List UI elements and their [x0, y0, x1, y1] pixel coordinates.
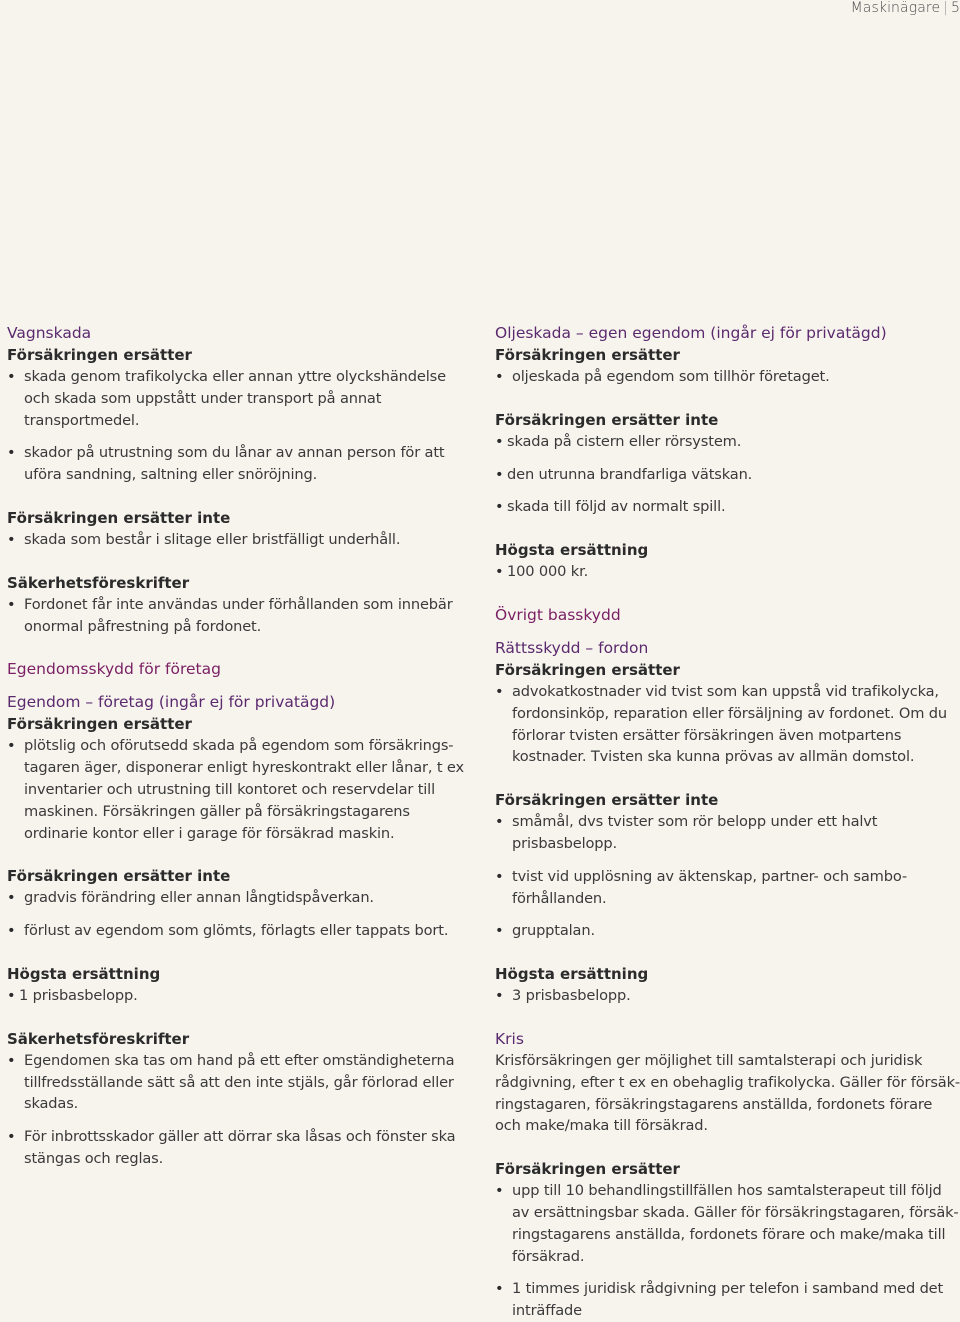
- list-item: • För inbrottsskador gäller att dörrar ska låsas och fönster ska stängas och reglas.: [7, 1126, 475, 1170]
- list-item: • den utrunna brandfarliga vätskan.: [495, 464, 960, 486]
- oljeskada-hogsta-heading: Högsta ersättning: [495, 541, 649, 560]
- list-item: • 1 timmes juridisk rådgivning per telefon i samband med det inträffade: [495, 1278, 960, 1322]
- oljeskada-hogsta-list: [495, 561, 960, 583]
- vagnskada-ersatter-heading: Försäkringen ersätter: [7, 346, 192, 364]
- oljeskada-ersatter-heading: Försäkringen ersätter: [495, 346, 680, 364]
- list-item: • Egendomen ska tas om hand på ett efter omständigheterna tillfredsställande sätt så att den inte stjäls, går förlorad eller skadas.: [7, 1050, 475, 1115]
- vagnskada-sakerhet-list: [7, 594, 475, 638]
- oljeskada-ersatter-list: [495, 366, 960, 388]
- right-column: [495, 322, 960, 1322]
- egendom-title: Egendom – företag (ingår ej för privatägd): [7, 693, 336, 712]
- list-item: • skada till följd av normalt spill.: [495, 496, 960, 518]
- running-head: [851, 0, 960, 18]
- list-item: • advokatkostnader vid tvist som kan uppstå vid trafikolycka, fordonsinköp, reparation eller försäljning av fordonet. Om du förlorar tvisten ersätter försäkringen även motpartens kostnader. Tvisten ska kunna prövas av allmän domstol.: [495, 681, 960, 768]
- vagnskada-ersatter-list: [7, 366, 475, 486]
- list-item: • 100 000 kr.: [495, 561, 960, 583]
- list-item: • tvist vid upplösning av äktenskap, partner- och sambo-förhållanden.: [495, 866, 960, 910]
- list-item: • skador på utrustning som du lånar av annan person för att uföra sandning, saltning eller snöröjning.: [7, 442, 475, 486]
- list-item: • oljeskada på egendom som tillhör företaget.: [495, 366, 960, 388]
- egendomsskydd-title: Egendomsskydd för företag: [7, 660, 221, 679]
- egendom-sakerhet-heading: Säkerhetsföreskrifter: [7, 1029, 190, 1048]
- list-item: • gradvis förändring eller annan långtidspåverkan.: [7, 887, 475, 909]
- egendom-hogsta-heading: Högsta ersättning: [7, 964, 161, 983]
- rattsskydd-title: Rättsskydd – fordon: [495, 638, 649, 657]
- list-item: • skada på cistern eller rörsystem.: [495, 431, 960, 453]
- kris-intro: Krisförsäkringen ger möjlighet till samtalsterapi och juridisk rådgivning, efter t ex en obehaglig trafikolycka. Gäller för försäk-ringstagaren, försäkringstagarens anställda, fordonets förare och make/maka till försäkrad.: [495, 1051, 960, 1135]
- egendom-ersatter-heading: Försäkringen ersätter: [7, 715, 192, 734]
- kris-ersatter-heading: Försäkringen ersätter: [495, 1160, 680, 1179]
- kris-title: Kris: [495, 1029, 524, 1048]
- egendom-hogsta-list: [7, 985, 475, 1007]
- rattsskydd-ersatter-heading: Försäkringen ersätter: [495, 660, 680, 679]
- running-head-separator: |: [943, 0, 948, 16]
- list-item: • 1 prisbasbelopp.: [7, 985, 475, 1007]
- list-item: • Fordonet får inte användas under förhållanden som innebär onormal påfrestning på fordonet.: [7, 594, 475, 638]
- list-item: • småmål, dvs tvister som rör belopp under ett halvt prisbasbelopp.: [495, 811, 960, 855]
- list-item: • skada genom trafikolycka eller annan yttre olyckshändelse och skada som uppstått under transport på annat transportmedel.: [7, 366, 475, 431]
- egendom-ersatter-list: [7, 735, 475, 844]
- left-column: [7, 322, 475, 1170]
- egendom-sakerhet-list: [7, 1050, 475, 1170]
- oljeskada-title: Oljeskada – egen egendom (ingår ej för privatägd): [495, 324, 887, 342]
- list-item: • 3 prisbasbelopp.: [495, 985, 960, 1007]
- rattsskydd-inte-list: [495, 811, 960, 942]
- vagnskada-title: Vagnskada: [7, 324, 92, 342]
- ovrigt-basskydd-title: Övrigt basskydd: [495, 605, 621, 624]
- list-item: • förlust av egendom som glömts, förlagts eller tappats bort.: [7, 920, 475, 942]
- oljeskada-inte-heading: Försäkringen ersätter inte: [495, 410, 719, 429]
- rattsskydd-hogsta-heading: Högsta ersättning: [495, 965, 649, 984]
- rattsskydd-ersatter-list: [495, 681, 960, 768]
- oljeskada-inte-list: [495, 431, 960, 518]
- vagnskada-inte-heading: Försäkringen ersätter inte: [7, 508, 231, 527]
- vagnskada-sakerhet-heading: Säkerhetsföreskrifter: [7, 573, 190, 592]
- vagnskada-inte-list: [7, 529, 475, 551]
- list-item: • grupptalan.: [495, 920, 960, 942]
- egendom-inte-list: [7, 887, 475, 942]
- egendom-inte-heading: Försäkringen ersätter inte: [7, 867, 231, 886]
- list-item: • upp till 10 behandlingstillfällen hos samtalsterapeut till följd av ersättningsbar skada. Gäller för försäkringstagaren, försäk-ringstagarens anställda, fordonets förare och make/maka till försäkrad.: [495, 1180, 960, 1267]
- rattsskydd-hogsta-list: [495, 985, 960, 1007]
- page-number: 5: [950, 0, 960, 16]
- list-item: • plötslig och oförutsedd skada på egendom som försäkrings-tagaren äger, disponerar enligt hyreskontrakt eller lånar, t ex inventarier och utrustning till kontoret och reservdelar till maskinen. Försäkringen gäller på försäkringstagarens ordinarie kontor eller i garage för försäkrad maskin.: [7, 735, 475, 844]
- running-head-section: Maskinägare: [850, 0, 941, 16]
- list-item: • skada som består i slitage eller bristfälligt underhåll.: [7, 529, 475, 551]
- rattsskydd-inte-heading: Försäkringen ersätter inte: [495, 791, 719, 810]
